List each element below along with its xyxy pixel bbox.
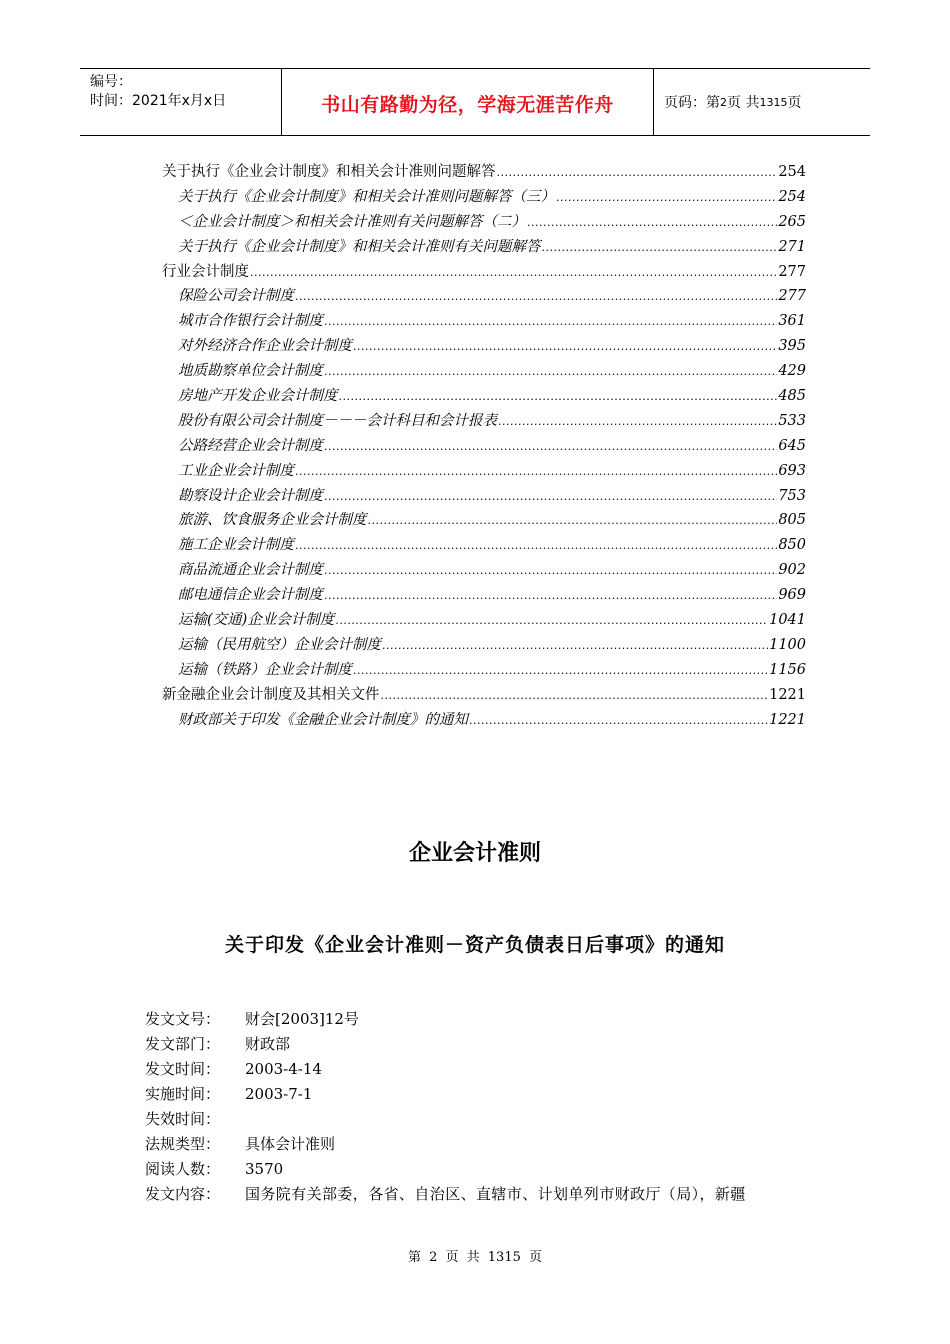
header-page-mid: 页 共 bbox=[727, 95, 760, 111]
toc-entry-page: 277 bbox=[778, 288, 806, 305]
toc-dot-leader bbox=[295, 539, 777, 552]
toc-entry-title: 房地产开发企业会计制度 bbox=[178, 388, 338, 405]
page-header bbox=[80, 68, 870, 136]
metadata-label: 发文内容： bbox=[145, 1185, 221, 1203]
toc-dot-leader bbox=[324, 564, 777, 577]
toc-entry-page: 1041 bbox=[769, 612, 806, 629]
toc-entry-page: 254 bbox=[778, 164, 806, 180]
metadata-row bbox=[145, 1108, 815, 1133]
metadata-value: 财会[2003]12号 bbox=[245, 1010, 359, 1028]
metadata-row bbox=[145, 1058, 815, 1083]
header-page-info bbox=[654, 69, 870, 135]
notice-title: 关于印发《企业会计准则－资产负债表日后事项》的通知 bbox=[224, 934, 725, 956]
toc-dot-leader bbox=[527, 216, 777, 229]
header-info-cell bbox=[80, 69, 282, 135]
header-page-current: 2 bbox=[720, 95, 727, 109]
toc-entry-title: ＜企业会计制度＞和相关会计准则有关问题解答（二） bbox=[178, 213, 526, 230]
toc-dot-leader bbox=[556, 191, 777, 204]
toc-entry-title: 保险公司会计制度 bbox=[178, 288, 294, 305]
toc-entry[interactable] bbox=[162, 533, 806, 558]
metadata-value: 具体会计准则 bbox=[245, 1135, 336, 1153]
document-metadata bbox=[145, 1008, 815, 1208]
toc-entry-title: 邮电通信企业会计制度 bbox=[178, 587, 323, 604]
toc-entry-page: 693 bbox=[778, 462, 806, 479]
metadata-value: 3570 bbox=[245, 1160, 284, 1178]
page-footer: 第 2 页 共 1315 页 bbox=[407, 1250, 543, 1265]
section-title: 企业会计准则 bbox=[408, 841, 541, 866]
toc-entry-page: 1221 bbox=[769, 686, 806, 703]
toc-entry[interactable] bbox=[162, 334, 806, 359]
toc-entry[interactable] bbox=[162, 309, 806, 334]
toc-entry-title: 工业企业会计制度 bbox=[178, 462, 294, 479]
metadata-row bbox=[145, 1158, 815, 1183]
toc-entry-page: 850 bbox=[778, 537, 806, 554]
toc-entry-page: 395 bbox=[778, 338, 806, 355]
toc-entry-page: 254 bbox=[778, 188, 806, 205]
toc-entry[interactable] bbox=[162, 260, 806, 285]
toc-entry-title: 新金融企业会计制度及其相关文件 bbox=[162, 686, 380, 703]
toc-entry-title: 运输（民用航空）企业会计制度 bbox=[178, 636, 381, 653]
toc-entry-title: 城市合作银行会计制度 bbox=[178, 313, 323, 330]
toc-dot-leader bbox=[353, 664, 768, 677]
metadata-row bbox=[145, 1183, 815, 1208]
toc-entry-page: 485 bbox=[778, 388, 806, 405]
toc-entry[interactable] bbox=[162, 633, 806, 658]
metadata-label: 发文部门： bbox=[145, 1035, 221, 1053]
toc-dot-leader bbox=[324, 490, 777, 503]
toc-entry[interactable] bbox=[162, 409, 806, 434]
metadata-row bbox=[145, 1033, 815, 1058]
toc-entry-title: 运输（铁路）企业会计制度 bbox=[178, 661, 352, 678]
toc-entry-title: 关于执行《企业会计制度》和相关会计准则问题解答（三） bbox=[178, 188, 555, 205]
toc-entry-title: 运输(交通)企业会计制度 bbox=[178, 612, 335, 629]
toc-entry-page: 271 bbox=[778, 238, 806, 255]
toc-entry[interactable] bbox=[162, 608, 806, 633]
toc-entry-title: 旅游、饮食服务企业会计制度 bbox=[178, 512, 367, 529]
toc-entry-title: 关于执行《企业会计制度》和相关会计准则问题解答 bbox=[162, 164, 496, 180]
toc-entry-page: 805 bbox=[778, 512, 806, 529]
toc-entry-page: 429 bbox=[778, 363, 806, 380]
toc-dot-leader bbox=[382, 639, 768, 652]
toc-dot-leader bbox=[469, 714, 768, 727]
metadata-label: 阅读人数： bbox=[145, 1160, 221, 1178]
toc-entry[interactable] bbox=[162, 583, 806, 608]
toc-dot-leader bbox=[498, 415, 777, 428]
header-page-suffix: 页 bbox=[787, 95, 802, 111]
document-number-label: 编号： bbox=[90, 74, 132, 90]
toc-entry-title: 施工企业会计制度 bbox=[178, 537, 294, 554]
toc-entry-title: 勘察设计企业会计制度 bbox=[178, 487, 323, 504]
toc-entry[interactable] bbox=[162, 484, 806, 509]
document-date-label: 时间：2021年x月x日 bbox=[90, 93, 227, 109]
toc-dot-leader bbox=[497, 166, 778, 179]
toc-entry-page: 969 bbox=[778, 587, 806, 604]
toc-entry-page: 1100 bbox=[769, 636, 806, 653]
metadata-row bbox=[145, 1083, 815, 1108]
toc-dot-leader bbox=[250, 266, 777, 279]
toc-entry[interactable] bbox=[162, 434, 806, 459]
toc-dot-leader bbox=[542, 241, 778, 254]
toc-dot-leader bbox=[353, 340, 777, 353]
toc-entry[interactable] bbox=[162, 210, 806, 235]
toc-entry-page: 902 bbox=[778, 562, 806, 579]
toc-entry-page: 361 bbox=[778, 313, 806, 330]
table-of-contents bbox=[162, 160, 806, 732]
toc-entry[interactable] bbox=[162, 185, 806, 210]
toc-entry[interactable] bbox=[162, 708, 806, 733]
toc-entry[interactable] bbox=[162, 284, 806, 309]
toc-dot-leader bbox=[324, 315, 777, 328]
toc-dot-leader bbox=[295, 290, 777, 303]
toc-entry-page: 265 bbox=[778, 213, 806, 230]
toc-dot-leader bbox=[368, 514, 778, 527]
toc-dot-leader bbox=[324, 365, 777, 378]
toc-dot-leader bbox=[381, 689, 769, 702]
metadata-value: 财政部 bbox=[245, 1035, 291, 1053]
toc-dot-leader bbox=[324, 589, 777, 602]
toc-entry[interactable] bbox=[162, 359, 806, 384]
toc-entry[interactable] bbox=[162, 658, 806, 683]
metadata-label: 实施时间： bbox=[145, 1085, 221, 1103]
toc-entry-title: 关于执行《企业会计制度》和相关会计准则有关问题解答 bbox=[178, 238, 541, 255]
toc-entry[interactable] bbox=[162, 235, 806, 260]
toc-entry-page: 533 bbox=[778, 412, 806, 429]
toc-entry[interactable] bbox=[162, 459, 806, 484]
toc-entry-page: 753 bbox=[778, 487, 806, 504]
metadata-value: 2003-4-14 bbox=[245, 1060, 322, 1078]
toc-dot-leader bbox=[335, 614, 768, 627]
toc-dot-leader bbox=[324, 440, 777, 453]
metadata-label: 发文时间： bbox=[145, 1060, 221, 1078]
toc-entry-page: 1156 bbox=[769, 661, 806, 678]
metadata-row bbox=[145, 1008, 815, 1033]
toc-entry-title: 地质勘察单位会计制度 bbox=[178, 363, 323, 380]
toc-entry[interactable] bbox=[162, 384, 806, 409]
toc-entry-page: 645 bbox=[778, 437, 806, 454]
toc-entry[interactable] bbox=[162, 508, 806, 533]
metadata-label: 失效时间： bbox=[145, 1110, 221, 1128]
header-motto: 书山有路勤为径，学海无涯苦作舟 bbox=[282, 69, 654, 135]
metadata-label: 法规类型： bbox=[145, 1135, 221, 1153]
toc-entry[interactable] bbox=[162, 558, 806, 583]
toc-entry[interactable] bbox=[162, 160, 806, 185]
toc-dot-leader bbox=[339, 390, 778, 403]
metadata-value: 国务院有关部委，各省、自治区、直辖市、计划单列市财政厅（局），新疆 bbox=[245, 1185, 746, 1203]
header-page-total: 1315 bbox=[759, 95, 788, 109]
toc-entry-title: 商品流通企业会计制度 bbox=[178, 562, 323, 579]
toc-entry-title: 股份有限公司会计制度－－－会计科目和会计报表 bbox=[178, 412, 497, 429]
toc-dot-leader bbox=[295, 465, 777, 478]
toc-entry-title: 财政部关于印发《金融企业会计制度》的通知 bbox=[178, 711, 468, 728]
toc-entry[interactable] bbox=[162, 683, 806, 708]
header-page-prefix: 页码：第 bbox=[664, 95, 720, 111]
metadata-value: 2003-7-1 bbox=[245, 1085, 313, 1103]
toc-entry-title: 公路经营企业会计制度 bbox=[178, 437, 323, 454]
metadata-label: 发文文号： bbox=[145, 1010, 221, 1028]
toc-entry-title: 对外经济合作企业会计制度 bbox=[178, 338, 352, 355]
metadata-row bbox=[145, 1133, 815, 1158]
toc-entry-title: 行业会计制度 bbox=[162, 263, 249, 280]
toc-entry-page: 277 bbox=[778, 263, 806, 280]
toc-entry-page: 1221 bbox=[769, 711, 806, 728]
